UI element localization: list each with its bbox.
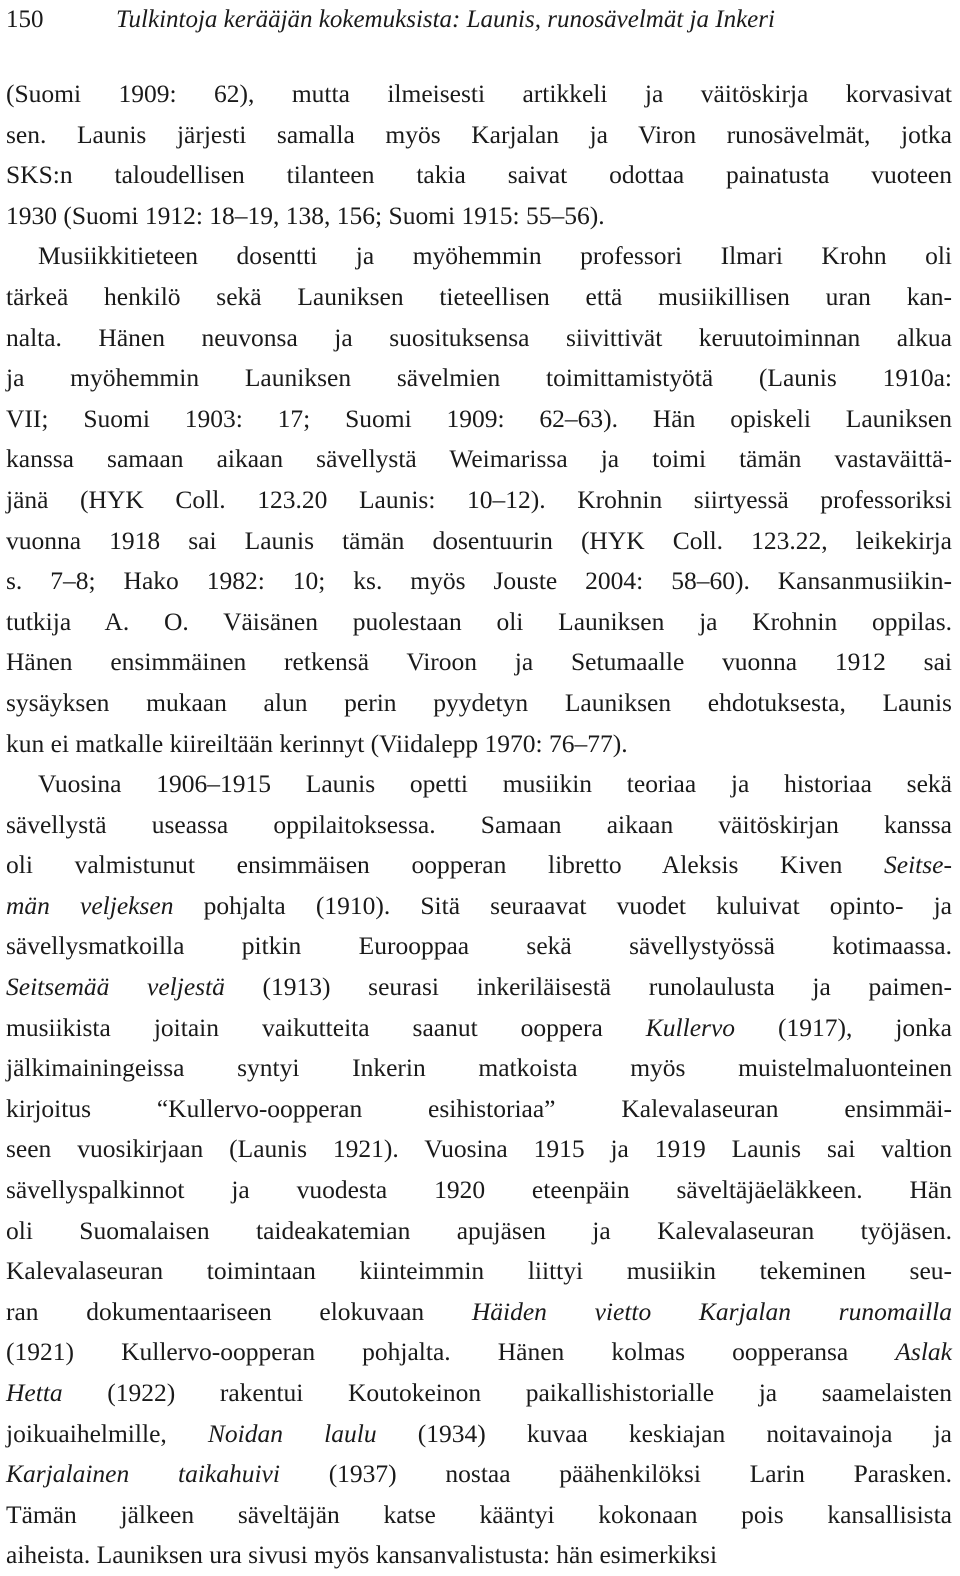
body-text bbox=[6, 74, 952, 1576]
line-text: musiikista joitain vaikutteita saanut ooppera bbox=[6, 1012, 646, 1042]
line-text: (1921) Kullervo-oopperan pohjalta. Hänen kolmas oopperansa bbox=[6, 1337, 896, 1367]
running-head bbox=[6, 0, 952, 40]
line-text: ran dokumentaariseen elokuvaan bbox=[6, 1296, 472, 1326]
line-text: nalta. Hänen neuvonsa ja suosituksensa siivittivät keruutoiminnan alkua bbox=[6, 322, 952, 352]
paragraph bbox=[6, 764, 952, 1576]
text-line bbox=[6, 764, 952, 805]
text-line bbox=[6, 1495, 952, 1536]
italic-title-text: Seitse- bbox=[884, 850, 952, 880]
line-text: (1934) kuvaa keskiajan noitavainoja ja bbox=[376, 1418, 952, 1448]
line-text: Vuosina 1906–1915 Launis opetti musiikin teoriaa ja historiaa sekä bbox=[38, 769, 952, 799]
text-line bbox=[6, 439, 952, 480]
text-line bbox=[6, 1251, 952, 1292]
text-line bbox=[6, 602, 952, 643]
text-line bbox=[6, 642, 952, 683]
text-line bbox=[6, 318, 952, 359]
text-line bbox=[6, 399, 952, 440]
line-text: kirjoitus “Kullervo-oopperan esihistoriaa” Kalevalaseuran ensimmäi- bbox=[6, 1093, 952, 1123]
text-line bbox=[6, 196, 952, 237]
italic-title-text: män veljeksen bbox=[6, 890, 174, 920]
line-text: tutkija A. O. Väisänen puolestaan oli Launiksen ja Krohnin oppilas. bbox=[6, 606, 952, 636]
text-line bbox=[6, 967, 952, 1008]
line-text: aiheista. Launiksen ura sivusi myös kansanvalistusta: hän esimerkiksi bbox=[6, 1540, 718, 1570]
italic-title-text: Aslak bbox=[895, 1337, 952, 1367]
line-text: oli Suomalaisen taideakatemian apujäsen ja Kalevalaseuran työjäsen. bbox=[6, 1215, 952, 1245]
line-text: sysäyksen mukaan alun perin pyydetyn Launiksen ehdotuksesta, Launis bbox=[6, 687, 952, 717]
text-line bbox=[6, 74, 952, 115]
italic-title-text: Noidan laulu bbox=[207, 1418, 377, 1448]
line-text: sävellystä useassa oppilaitoksessa. Samaan aikaan väitöskirjan kanssa bbox=[6, 809, 952, 839]
paragraph bbox=[6, 236, 952, 764]
italic-title-text: Karjalainen taikahuivi bbox=[6, 1459, 280, 1489]
italic-title-text: Hetta bbox=[6, 1378, 63, 1407]
text-line bbox=[6, 236, 952, 277]
line-text: tärkeä henkilö sekä Launiksen tieteellisen että musiikillisen uran kan- bbox=[6, 281, 952, 311]
text-line bbox=[6, 1211, 952, 1252]
line-text: (1917), jonka bbox=[735, 1012, 952, 1042]
italic-title-text: Seitsemää veljestä bbox=[6, 972, 225, 1002]
text-line bbox=[6, 926, 952, 967]
text-line bbox=[6, 480, 952, 521]
line-text: oli valmistunut ensimmäisen oopperan libretto Aleksis Kiven bbox=[6, 850, 885, 880]
text-line bbox=[6, 358, 952, 399]
italic-title-text: Kullervo bbox=[645, 1012, 736, 1042]
text-line bbox=[6, 1535, 952, 1576]
running-title: Tulkintoja kerääjän kokemuksista: Launis, runosävelmät ja Inkeri bbox=[116, 6, 775, 33]
line-text: kanssa samaan aikaan sävellystä Weimarissa ja toimi tämän vastaväittä- bbox=[6, 444, 952, 474]
text-line bbox=[6, 561, 952, 602]
italic-title-text: Häiden vietto Karjalan runomailla bbox=[471, 1296, 953, 1326]
line-text: sävellysmatkoilla pitkin Eurooppaa sekä sävellystyössä kotimaassa. bbox=[6, 931, 952, 961]
line-text: vuonna 1918 sai Launis tämän dosentuurin (HYK Coll. 123.22, leikekirja bbox=[6, 525, 952, 555]
paragraph bbox=[6, 74, 952, 236]
page-number: 150 bbox=[6, 6, 44, 33]
line-text: jänä (HYK Coll. 123.20 Launis: 10–12). Krohnin siirtyessä professoriksi bbox=[6, 484, 952, 514]
text-line bbox=[6, 1089, 952, 1130]
document-page bbox=[6, 0, 952, 1576]
text-line bbox=[6, 1292, 952, 1333]
line-text: Musiikkitieteen dosentti ja myöhemmin professori Ilmari Krohn oli bbox=[38, 241, 952, 271]
line-text: (Suomi 1909: 62), mutta ilmeisesti artikkeli ja väitöskirja korvasivat bbox=[6, 79, 952, 108]
text-line bbox=[6, 683, 952, 724]
line-text: Hänen ensimmäinen retkensä Viroon ja Setumaalle vuonna 1912 sai bbox=[6, 647, 952, 677]
text-line bbox=[6, 724, 952, 765]
text-line bbox=[6, 1129, 952, 1170]
text-line bbox=[6, 1008, 952, 1049]
line-text: Tämän jälkeen säveltäjän katse kääntyi kokonaan pois kansallisista bbox=[6, 1499, 952, 1529]
line-text: jälkimainingeissa syntyi Inkerin matkoista myös muistelmaluonteinen bbox=[6, 1053, 952, 1083]
text-line bbox=[6, 1332, 952, 1373]
text-line bbox=[6, 115, 952, 156]
text-line bbox=[6, 1170, 952, 1211]
text-line bbox=[6, 886, 952, 927]
line-text: sen. Launis järjesti samalla myös Karjalan ja Viron runosävelmät, jotka bbox=[6, 119, 952, 149]
text-line bbox=[6, 845, 952, 886]
text-line bbox=[6, 155, 952, 196]
text-line bbox=[6, 1048, 952, 1089]
text-line bbox=[6, 805, 952, 846]
line-text: (1922) rakentui Koutokeinon paikallishistorialle ja saamelaisten bbox=[62, 1378, 952, 1407]
text-line bbox=[6, 1414, 952, 1455]
line-text: (1913) seurasi inkeriläisestä runolaulusta ja paimen- bbox=[224, 972, 952, 1002]
line-text: Kalevalaseuran toimintaan kiinteimmin liittyi musiikin tekeminen seu- bbox=[6, 1256, 952, 1286]
line-text: sävellyspalkinnot ja vuodesta 1920 eteenpäin säveltäjäeläkkeen. Hän bbox=[6, 1175, 952, 1205]
line-text: VII; Suomi 1903: 17; Suomi 1909: 62–63). Hän opiskeli Launiksen bbox=[6, 403, 952, 433]
line-text: pohjalta (1910). Sitä seuraavat vuodet kuluivat opinto- ja bbox=[173, 890, 952, 920]
line-text: SKS:n taloudellisen tilanteen takia saivat odottaa painatusta vuoteen bbox=[6, 160, 952, 190]
text-line bbox=[6, 1454, 952, 1495]
line-text: kun ei matkalle kiireiltään kerinnyt (Viidalepp 1970: 76–77). bbox=[6, 728, 628, 758]
text-line bbox=[6, 521, 952, 562]
line-text: seen vuosikirjaan (Launis 1921). Vuosina 1915 ja 1919 Launis sai valtion bbox=[6, 1134, 952, 1164]
line-text: (1937) nostaa päähenkilöksi Larin Parasken. bbox=[279, 1459, 952, 1489]
line-text: 1930 (Suomi 1912: 18–19, 138, 156; Suomi 1915: 55–56). bbox=[6, 200, 605, 230]
text-line bbox=[6, 1373, 952, 1414]
line-text: ja myöhemmin Launiksen sävelmien toimittamistyötä (Launis 1910a: bbox=[6, 363, 952, 393]
line-text: joikuaihelmille, bbox=[6, 1418, 208, 1448]
text-line bbox=[6, 277, 952, 318]
line-text: s. 7–8; Hako 1982: 10; ks. myös Jouste 2004: 58–60). Kansanmusiikin- bbox=[6, 566, 952, 596]
